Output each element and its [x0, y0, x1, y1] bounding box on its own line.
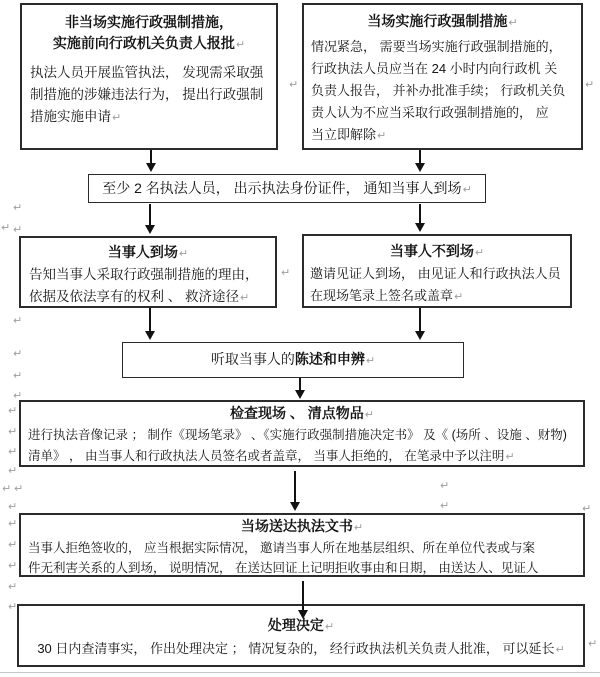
box-offsite-body-line: 措施实施申请↵ — [30, 109, 122, 124]
paragraph-mark: ↵ — [13, 348, 23, 360]
paragraph-mark: ↵ — [353, 522, 364, 534]
box-inspect-body-line: 清单》 ， 由当事人和行政执法人员签名或者盖章， 当事人拒绝的， 在笔录中予以注明↵ — [28, 449, 515, 463]
paragraph-mark: ↵ — [13, 202, 23, 214]
paragraph-mark: ↵ — [240, 292, 250, 304]
box-deliver-title: 当场送达执法文书↵ — [240, 518, 364, 534]
box-present-body-line: 依据及依法享有的权利 、 救济途径↵ — [29, 289, 250, 304]
paragraph-mark: ↵ — [8, 426, 18, 438]
box-onsite-body-line: 行政执法人员应当在 24 小时内向行政机 关 — [311, 61, 558, 76]
paragraph-mark: ↵ — [13, 390, 23, 402]
paragraph-mark: ↵ — [8, 501, 18, 513]
paragraph-mark: ↵ — [13, 370, 23, 382]
paragraph-mark: ↵ — [508, 17, 518, 29]
paragraph-mark: ↵ — [585, 79, 595, 91]
box-notify-text: 至少 2 名执法人员， 出示执法身份证件， 通知当事人到场↵ — [102, 180, 472, 196]
box-present-body-line: 告知当事人采取行政强制措施的理由， — [29, 267, 259, 282]
box-deliver-documents — [19, 513, 585, 577]
paragraph-mark: ↵ — [13, 224, 23, 236]
box-decision-title: 处理决定↵ — [267, 617, 335, 633]
box-absent-body-line: 在现场笔录上签名或盖章↵ — [310, 288, 464, 303]
paragraph-mark: ↵ — [8, 601, 18, 613]
paragraph-mark: ↵ — [474, 247, 485, 259]
box-present-title: 当事人到场↵ — [107, 244, 189, 260]
page-bottom-border — [0, 672, 600, 673]
paragraph-mark: ↵ — [13, 315, 23, 327]
paragraph-mark: ↵ — [364, 409, 374, 421]
paragraph-mark: ↵ — [555, 644, 565, 656]
paragraph-mark: ↵ — [440, 480, 450, 492]
box-party-absent — [302, 234, 572, 308]
paragraph-mark: ↵ — [178, 248, 189, 260]
box-offsite-body-line: 制措施的涉嫌违法行为， 提出行政强制 — [30, 87, 264, 102]
box-offsite-title-line1: 非当场实施行政强制措施， — [65, 14, 233, 30]
paragraph-mark: ↵ — [8, 405, 18, 417]
paragraph-mark: ↵ — [8, 446, 18, 458]
box-listen-statement — [122, 342, 464, 378]
box-party-present — [19, 236, 277, 308]
paragraph-mark: ↵ — [8, 560, 18, 572]
box-onsite-body-line: 当立即解除↵ — [311, 127, 387, 142]
box-listen-text: 听取当事人的陈述和申辨↵ — [210, 351, 376, 367]
box-listen-emphasis: 陈述和申辨 — [294, 351, 365, 367]
box-decision-body-line: 30 日内查清事实， 作出处理决定 ； 情况复杂的， 经行政执法机关负责人批准， 可以延长↵ — [37, 641, 565, 656]
box-offsite-body-line: 执法人员开展监管执法， 发现需采取强 — [30, 65, 264, 80]
box-offsite-title-line2: 实施前向行政机关负责人报批↵ — [52, 35, 246, 51]
paragraph-mark: ↵ — [588, 638, 598, 650]
paragraph-mark: ↵ — [8, 539, 18, 551]
box-absent-title: 当事人不到场↵ — [389, 243, 485, 259]
paragraph-mark: ↵ — [289, 79, 299, 91]
paragraph-mark: ↵ — [462, 184, 472, 196]
paragraph-mark: ↵ — [365, 355, 376, 367]
box-inspect-body-line: 进行执法音像记录 ； 制作《现场笔录》 、《实施行政强制措施决定书》 及《 (场所 、设施 、财物) — [28, 428, 567, 442]
box-onsite-body-line: 责人认为不应当采取行政强制措施的， 应 — [311, 105, 549, 120]
paragraph-mark: ↵ — [454, 291, 464, 303]
paragraph-mark: ↵ — [8, 465, 18, 477]
paragraph-mark: ↵ — [235, 39, 246, 51]
paragraph-mark: ↵ — [112, 112, 122, 124]
box-onsite-enforcement — [302, 3, 583, 150]
box-deliver-body-line: 件无利害关系的人到场， 说明情况， 在送达回证上记明拒收事由和日期， 由送达人、见证人 — [28, 561, 539, 575]
box-inspect-title: 检查现场 、 清点物品↵ — [230, 405, 374, 421]
paragraph-mark: ↵ — [377, 130, 387, 142]
box-offsite-approval — [20, 3, 278, 150]
paragraph-mark: ↵ — [505, 451, 515, 463]
paragraph-mark: ↵ — [440, 500, 450, 512]
box-onsite-body-line: 负责人报告， 并补办批准手续； 行政机关负 — [311, 83, 566, 98]
paragraph-mark: ↵ — [14, 483, 24, 495]
paragraph-mark: ↵ — [281, 267, 291, 279]
paragraph-mark: ↵ — [324, 621, 335, 633]
paragraph-mark: ↵ — [8, 518, 18, 530]
paragraph-mark: ↵ — [582, 503, 592, 515]
box-onsite-body-line: 情况紧急， 需要当场实施行政强制措施的， — [311, 39, 562, 54]
paragraph-mark: ↵ — [8, 581, 18, 593]
box-inspect-scene — [19, 400, 585, 467]
box-absent-body-line: 邀请见证人到场， 由见证人和行政执法人员 — [310, 266, 561, 281]
paragraph-mark: ↵ — [1, 222, 11, 234]
box-deliver-body-line: 当事人拒绝签收的， 应当根据实际情况， 邀请当事人所在地基层组织、所在单位代表或与案 — [28, 541, 535, 555]
box-notify-party — [88, 174, 486, 203]
paragraph-mark: ↵ — [2, 483, 12, 495]
box-onsite-title: 当场实施行政强制措施↵ — [367, 13, 518, 29]
